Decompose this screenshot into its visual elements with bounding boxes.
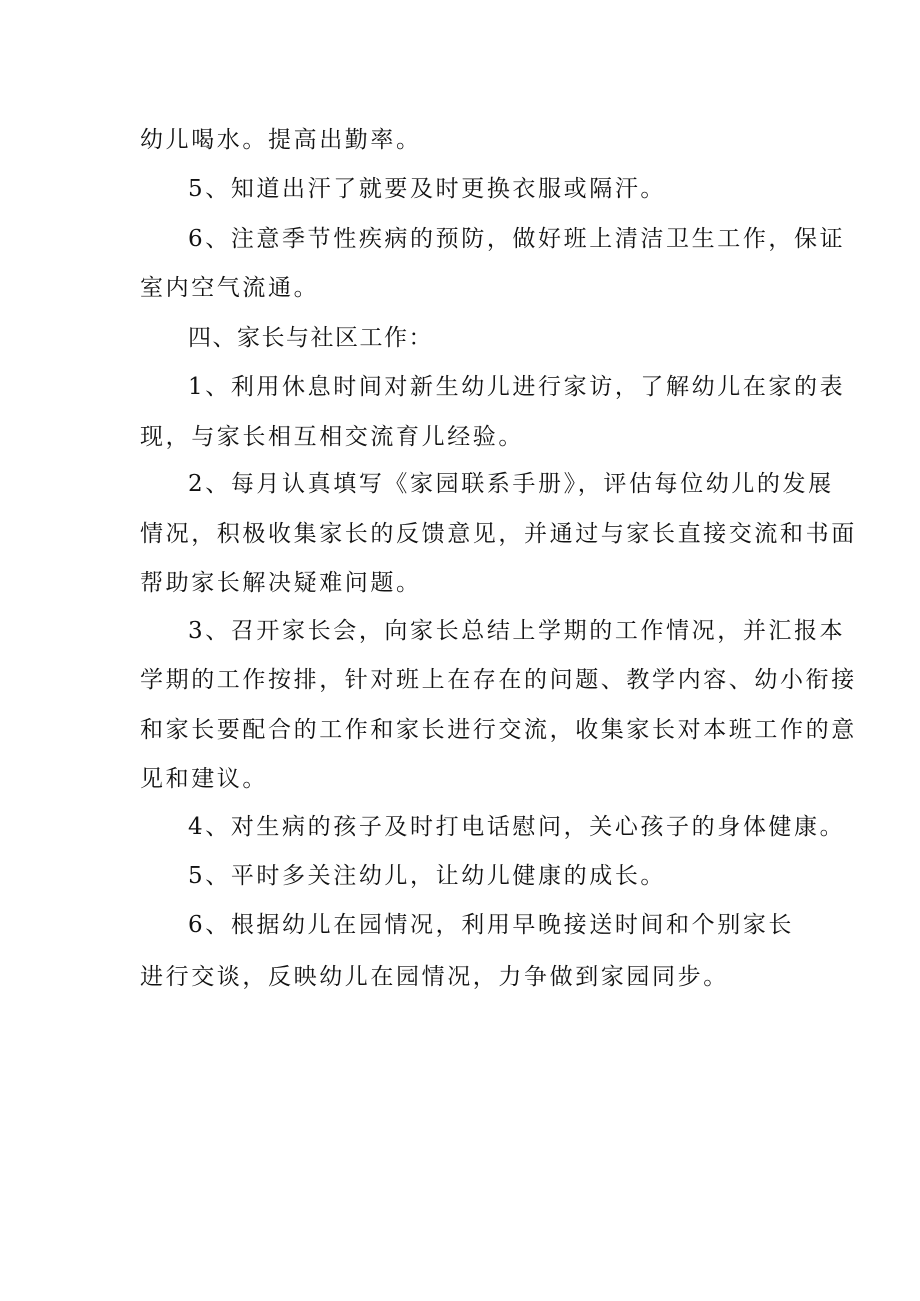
list-item-6-health: 6、注意季节性疾病的预防，做好班上清洁卫生工作，保证	[188, 226, 846, 252]
list-item-3-family: 3、召开家长会，向家长总结上学期的工作情况，并汇报本	[188, 618, 846, 644]
list-item-4-family: 4、对生病的孩子及时打电话慰问，关心孩子的身体健康。	[188, 814, 846, 840]
list-item-5-health: 5、知道出汗了就要及时更换衣服或隔汗。	[188, 176, 667, 202]
list-item-1-family: 1、利用休息时间对新生幼儿进行家访，了解幼儿在家的表	[188, 374, 846, 400]
text-line: 帮助家长解决疑难问题。	[140, 570, 422, 596]
text-line: 和家长要配合的工作和家长进行交流，收集家长对本班工作的意	[140, 717, 857, 743]
section-heading: 四、家长与社区工作：	[188, 325, 433, 351]
list-item-6-family: 6、根据幼儿在园情况，利用早晚接送时间和个别家长	[188, 912, 795, 938]
list-item-5-family: 5、平时多关注幼儿，让幼儿健康的成长。	[188, 863, 667, 889]
text-line: 学期的工作按排，针对班上在存在的问题、教学内容、幼小衔接	[140, 667, 857, 693]
text-line: 见和建议。	[140, 766, 268, 792]
text-line: 室内空气流通。	[140, 275, 320, 301]
text-line: 情况，积极收集家长的反馈意见，并通过与家长直接交流和书面	[140, 521, 857, 547]
list-item-2-family: 2、每月认真填写《家园联系手册》，评估每位幼儿的发展	[188, 471, 834, 497]
text-line: 幼儿喝水。提高出勤率。	[140, 127, 422, 153]
text-line: 现，与家长相互相交流育儿经验。	[140, 424, 524, 450]
text-line: 进行交谈，反映幼儿在园情况，力争做到家园同步。	[140, 964, 729, 990]
